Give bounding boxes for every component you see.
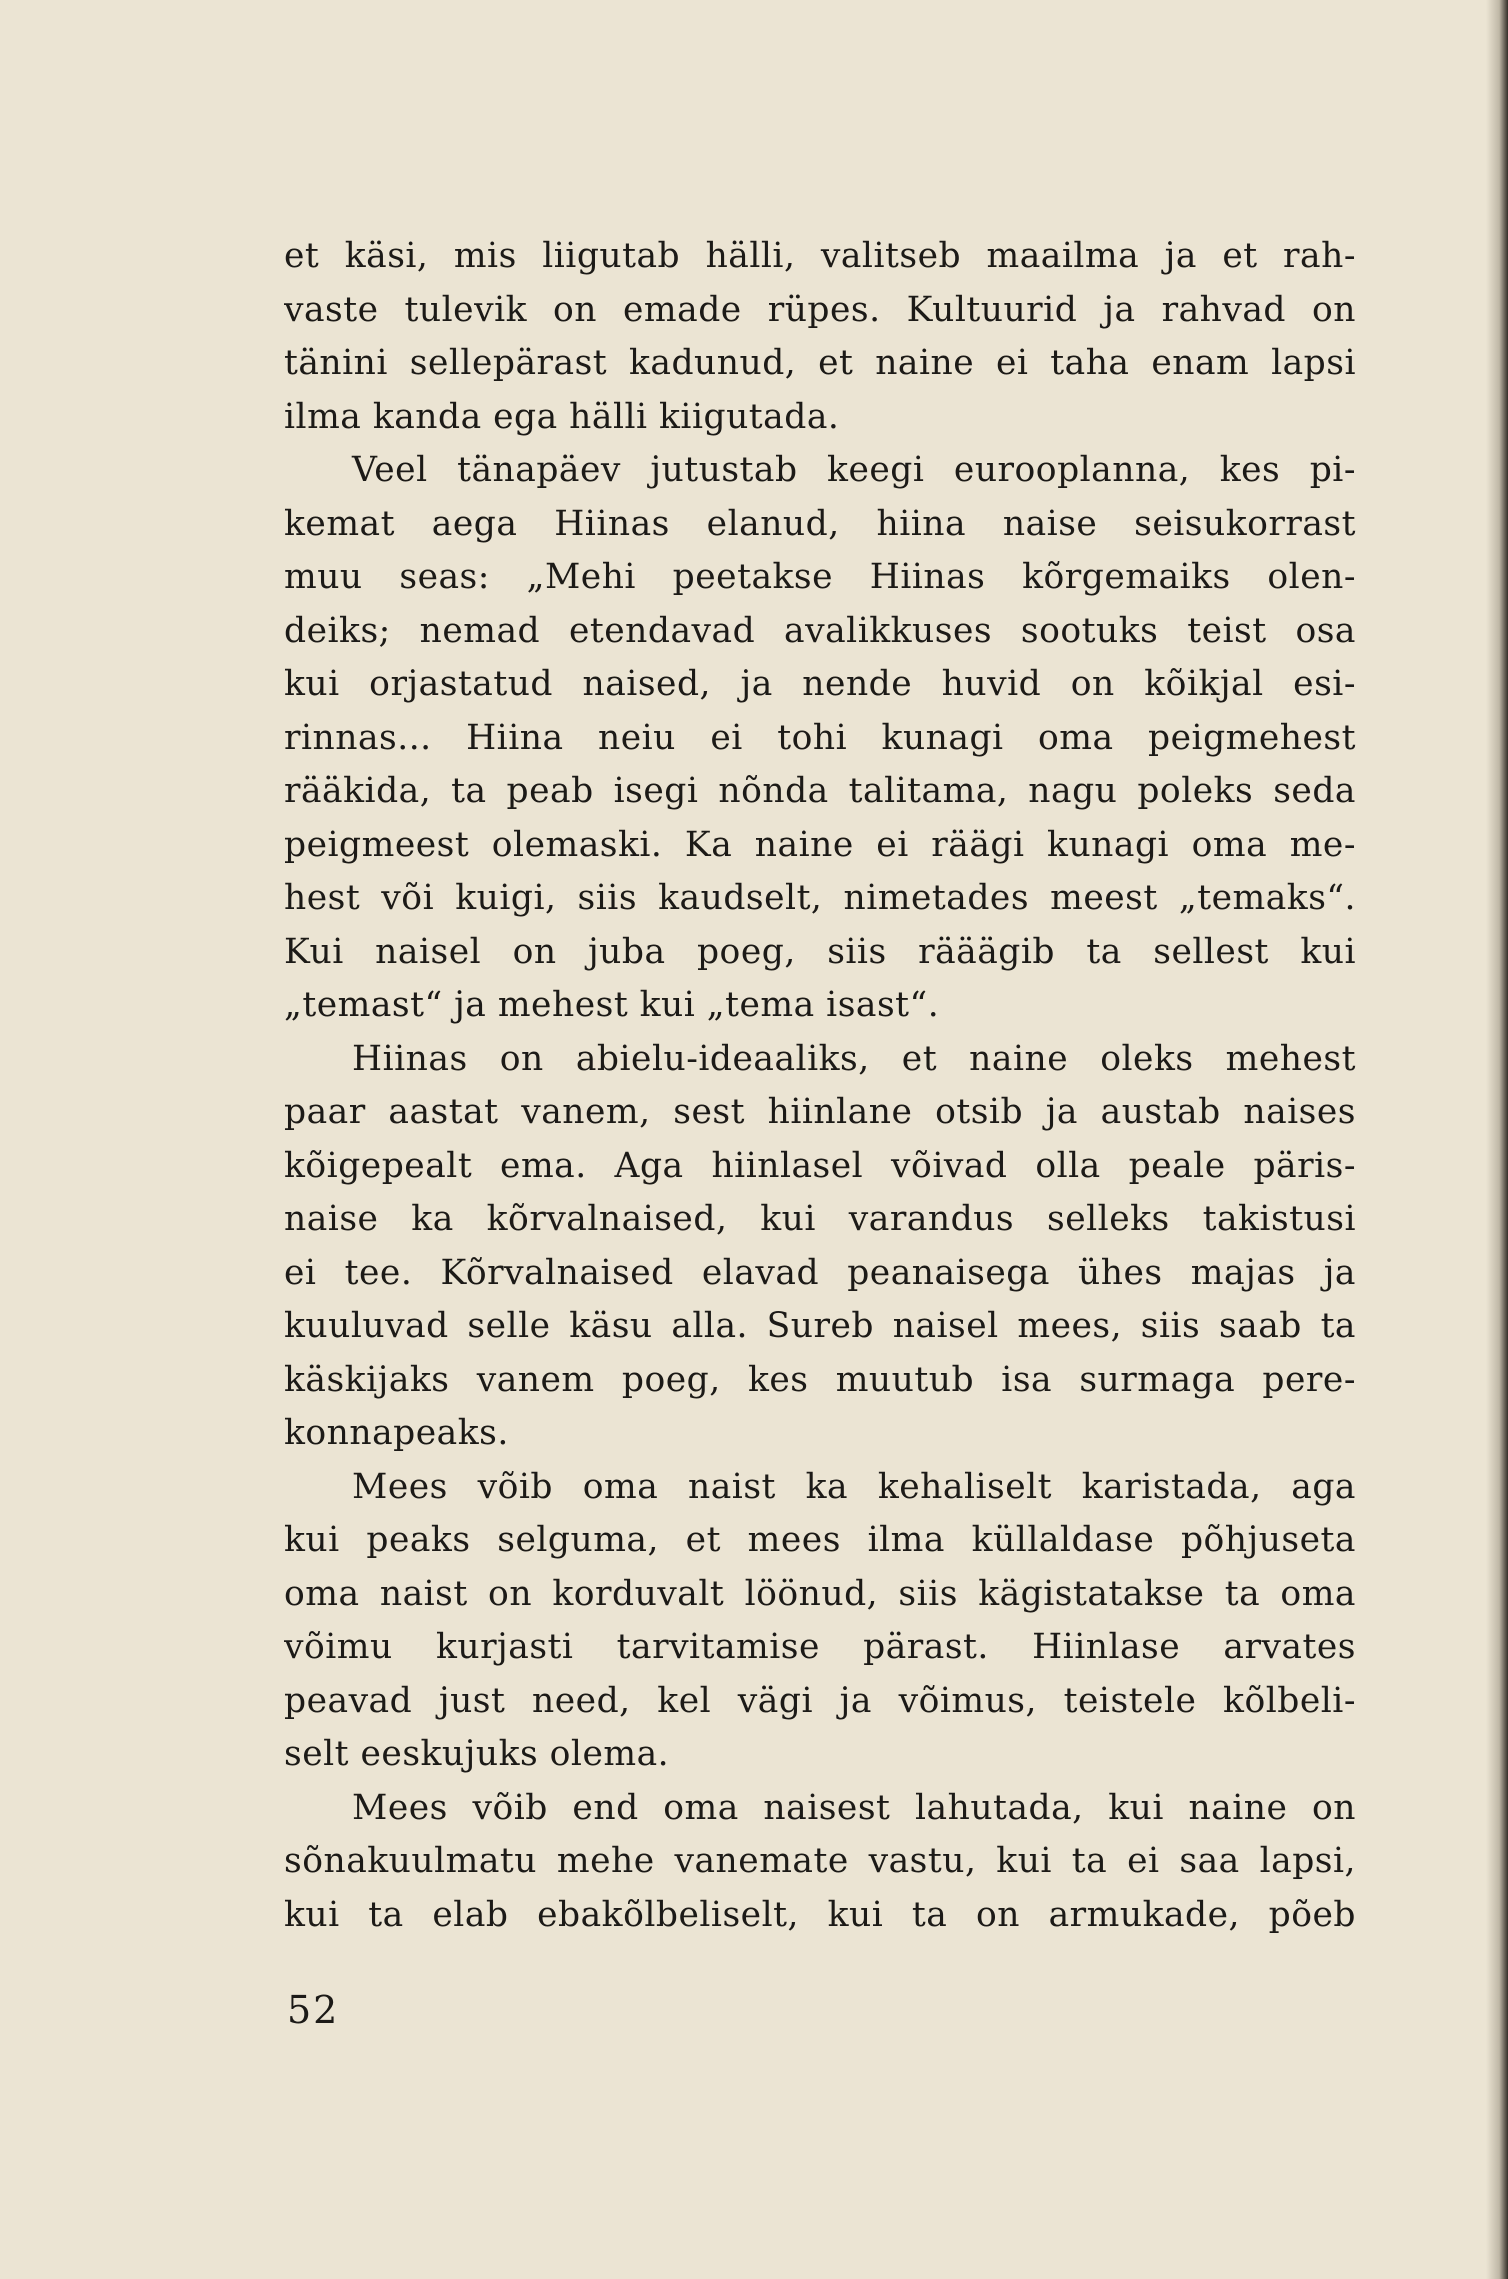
text-line: selt eeskujuks olema.	[284, 1734, 670, 1774]
text-line: kemat aega Hiinas elanud, hiina naise seisukorrast	[284, 503, 1356, 544]
text-line: kui orjastatud naised, ja nende huvid on kõikjal esi-	[284, 664, 1356, 704]
text-line: ei tee. Kõrvalnaised elavad peanaisega ühes majas ja	[284, 1252, 1356, 1293]
text-line: oma naist on korduvalt löönud, siis kägistatakse ta oma	[284, 1573, 1356, 1614]
text-line: sõnakuulmatu mehe vanemate vastu, kui ta ei saa lapsi,	[284, 1841, 1356, 1881]
text-line: võimu kurjasti tarvitamise pärast. Hiinlase arvates	[284, 1627, 1356, 1667]
text-line: kui peaks selguma, et mees ilma küllaldase põhjuseta	[284, 1520, 1356, 1560]
text-line: paar aastat vanem, sest hiinlane otsib ja austab naises	[284, 1092, 1356, 1132]
text-line: peavad just need, kel vägi ja võimus, teistele kõlbeli-	[284, 1680, 1356, 1721]
text-line: peigmeest olemaski. Ka naine ei räägi kunagi oma me-	[284, 824, 1356, 865]
text-line: rääkida, ta peab isegi nõnda talitama, nagu poleks seda	[284, 771, 1356, 811]
text-line: Mees võib oma naist ka kehaliselt karistada, aga	[352, 1466, 1356, 1507]
text-line: et käsi, mis liigutab hälli, valitseb maailma ja et rah-	[284, 236, 1356, 276]
text-line: käskijaks vanem poeg, kes muutub isa surmaga pere-	[284, 1359, 1356, 1400]
text-line: konnapeaks.	[284, 1413, 509, 1453]
text-line: rinnas... Hiina neiu ei tohi kunagi oma peigmehest	[284, 717, 1356, 758]
text-line: kuuluvad selle käsu alla. Sureb naisel mees, siis saab ta	[284, 1306, 1356, 1346]
text-line: tänini sellepärast kadunud, et naine ei taha enam lapsi	[284, 343, 1356, 383]
text-line: ilma kanda ega hälli kiigutada.	[284, 396, 840, 437]
page-number: 52	[287, 1988, 340, 2032]
text-line: hest või kuigi, siis kaudselt, nimetades meest „temaks“.	[284, 878, 1356, 918]
text-line: vaste tulevik on emade rüpes. Kultuurid ja rahvad on	[284, 289, 1356, 330]
text-line: Mees võib end oma naisest lahutada, kui naine on	[352, 1787, 1356, 1828]
text-line: Hiinas on abielu-ideaaliks, et naine oleks mehest	[352, 1038, 1356, 1079]
text-line: deiks; nemad etendavad avalikkuses sootuks teist osa	[284, 610, 1356, 651]
text-line: kui ta elab ebakõlbeliselt, kui ta on armukade, põeb	[284, 1894, 1356, 1935]
text-line: naise ka kõrvalnaised, kui varandus selleks takistusi	[284, 1199, 1356, 1239]
page-edge-shadow	[1486, 0, 1508, 2279]
text-line: muu seas: „Mehi peetakse Hiinas kõrgemaiks olen-	[284, 557, 1356, 597]
text-line: kõigepealt ema. Aga hiinlasel võivad olla peale päris-	[284, 1145, 1356, 1186]
text-line: „temast“ ja mehest kui „tema isast“.	[284, 985, 940, 1025]
text-line: Veel tänapäev jutustab keegi eurooplanna, kes pi-	[352, 450, 1356, 490]
text-line: Kui naisel on juba poeg, siis rääägib ta sellest kui	[284, 931, 1356, 972]
body-text	[284, 230, 1356, 1942]
